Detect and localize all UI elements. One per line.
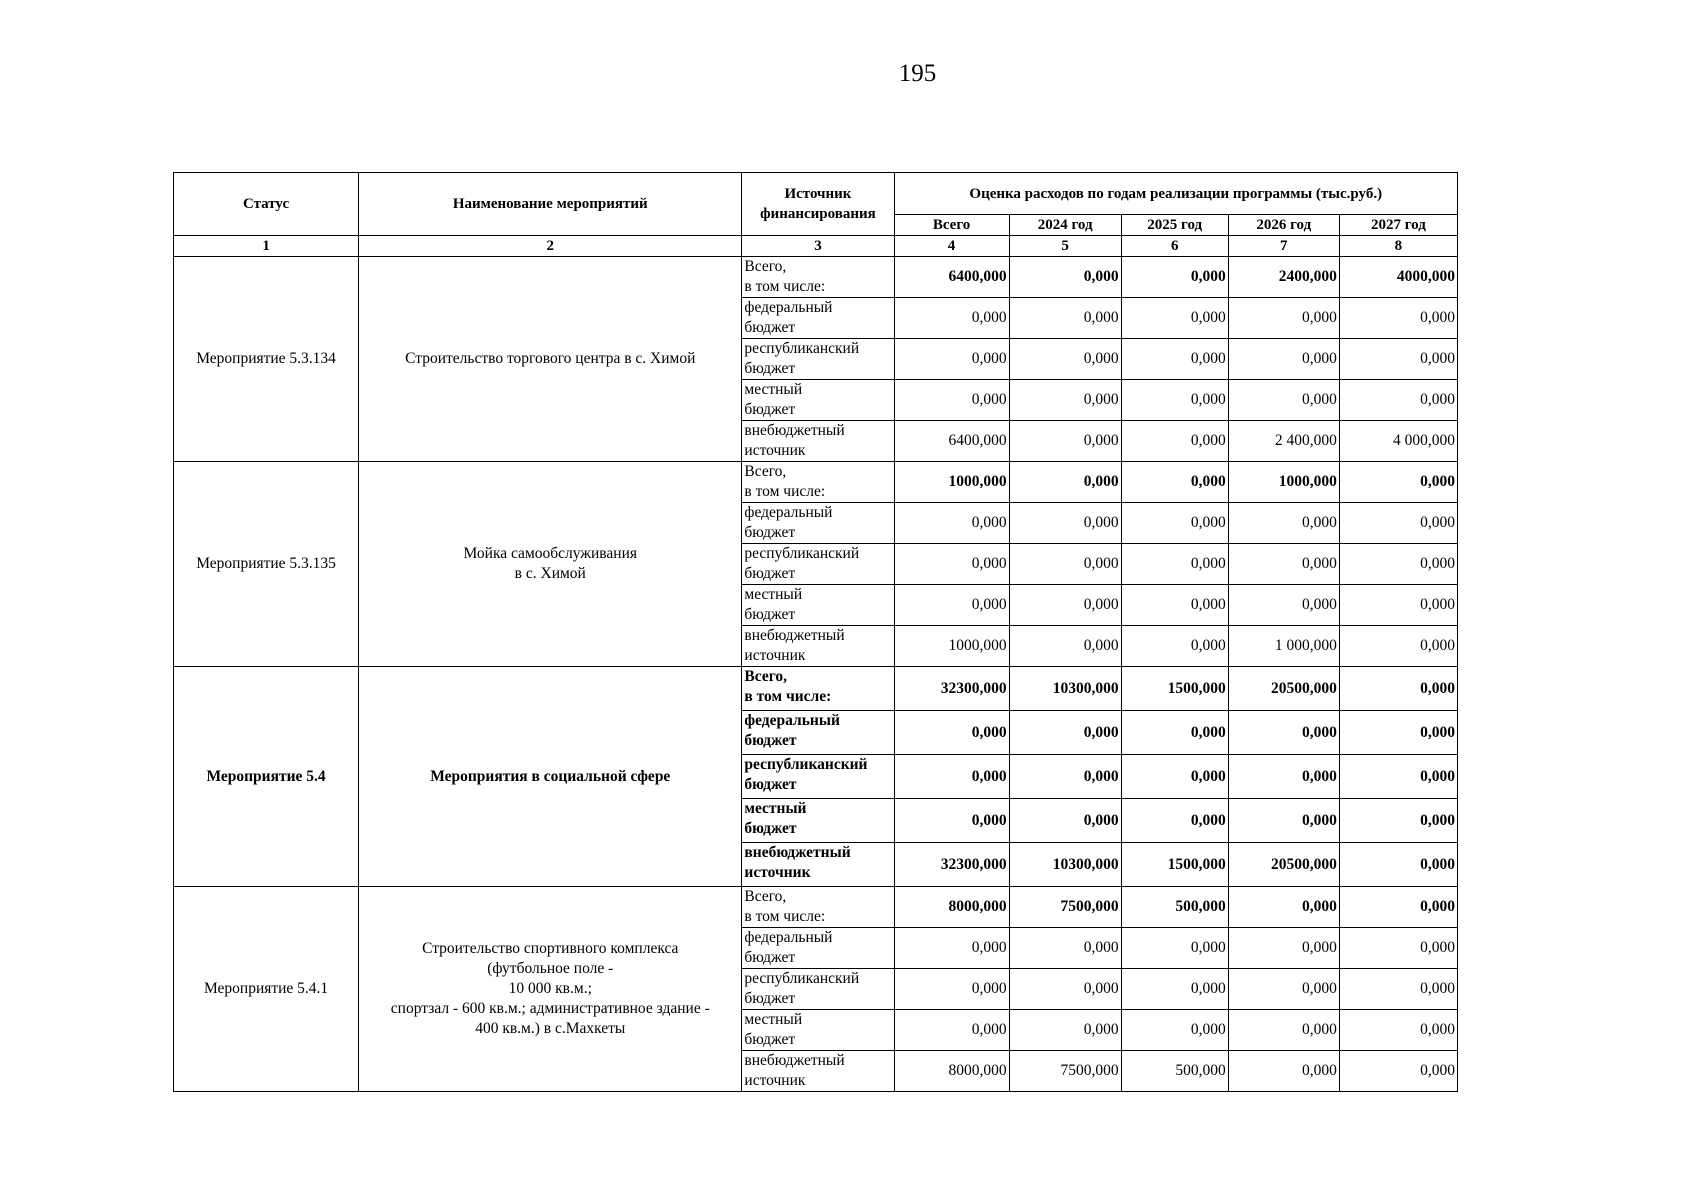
- amount-cell: 0,000: [1339, 626, 1457, 667]
- header-status: Статус: [174, 173, 359, 236]
- event-status: Мероприятие 5.3.135: [174, 462, 359, 667]
- amount-cell: 0,000: [1009, 711, 1121, 755]
- amount-cell: 4000,000: [1339, 257, 1457, 298]
- table-row: [174, 462, 1458, 503]
- amount-cell: 1000,000: [1228, 462, 1339, 503]
- amount-cell: 2400,000: [1228, 257, 1339, 298]
- funding-source: федеральный бюджет: [742, 711, 894, 755]
- amount-cell: 0,000: [1339, 298, 1457, 339]
- funding-source: внебюджетный источник: [742, 626, 894, 667]
- header-column-number: 7: [1228, 236, 1339, 257]
- amount-cell: 0,000: [1228, 887, 1339, 928]
- amount-cell: 0,000: [1009, 339, 1121, 380]
- header-estimate: Оценка расходов по годам реализации программы (тыс.руб.): [894, 173, 1457, 215]
- budget-table: [173, 172, 1458, 1092]
- table-row: [174, 667, 1458, 711]
- amount-cell: 0,000: [1228, 298, 1339, 339]
- amount-cell: 0,000: [1339, 843, 1457, 887]
- amount-cell: 0,000: [1009, 544, 1121, 585]
- amount-cell: 1000,000: [894, 626, 1009, 667]
- amount-cell: 0,000: [1121, 1010, 1228, 1051]
- amount-cell: 0,000: [1339, 339, 1457, 380]
- header-column-number: 3: [742, 236, 894, 257]
- amount-cell: 0,000: [1228, 503, 1339, 544]
- amount-cell: 32300,000: [894, 843, 1009, 887]
- amount-cell: 8000,000: [894, 887, 1009, 928]
- amount-cell: 10300,000: [1009, 843, 1121, 887]
- amount-cell: 32300,000: [894, 667, 1009, 711]
- funding-source: федеральный бюджет: [742, 298, 894, 339]
- event-name: Строительство торгового центра в с. Химой: [359, 257, 742, 462]
- amount-cell: 0,000: [1228, 1051, 1339, 1092]
- amount-cell: 0,000: [1009, 257, 1121, 298]
- amount-cell: 0,000: [1339, 969, 1457, 1010]
- amount-cell: 6400,000: [894, 257, 1009, 298]
- amount-cell: 0,000: [1228, 799, 1339, 843]
- funding-source: местный бюджет: [742, 380, 894, 421]
- amount-cell: 0,000: [1339, 1051, 1457, 1092]
- amount-cell: 1500,000: [1121, 667, 1228, 711]
- amount-cell: 20500,000: [1228, 843, 1339, 887]
- amount-cell: 0,000: [1121, 711, 1228, 755]
- amount-cell: 0,000: [1009, 380, 1121, 421]
- funding-source: республиканский бюджет: [742, 969, 894, 1010]
- amount-cell: 0,000: [1228, 380, 1339, 421]
- header-source: Источник финансирования: [742, 173, 894, 236]
- page-number: 195: [898, 60, 937, 87]
- amount-cell: 0,000: [1339, 462, 1457, 503]
- amount-cell: 0,000: [894, 755, 1009, 799]
- amount-cell: 0,000: [1009, 421, 1121, 462]
- amount-cell: 7500,000: [1009, 1051, 1121, 1092]
- amount-cell: 0,000: [1121, 928, 1228, 969]
- funding-source: Всего, в том числе:: [742, 462, 894, 503]
- amount-cell: 0,000: [894, 503, 1009, 544]
- amount-cell: 0,000: [1009, 626, 1121, 667]
- amount-cell: 1000,000: [894, 462, 1009, 503]
- amount-cell: 0,000: [1121, 298, 1228, 339]
- amount-cell: 0,000: [1009, 298, 1121, 339]
- header-column-number: 4: [894, 236, 1009, 257]
- funding-source: федеральный бюджет: [742, 503, 894, 544]
- amount-cell: 0,000: [1121, 380, 1228, 421]
- amount-cell: 0,000: [1009, 1010, 1121, 1051]
- amount-cell: 0,000: [894, 1010, 1009, 1051]
- header-column-number: 2: [359, 236, 742, 257]
- amount-cell: 0,000: [894, 380, 1009, 421]
- amount-cell: 0,000: [1339, 544, 1457, 585]
- amount-cell: 0,000: [1228, 711, 1339, 755]
- header-year: 2027 год: [1339, 215, 1457, 236]
- funding-source: Всего, в том числе:: [742, 257, 894, 298]
- funding-source: местный бюджет: [742, 585, 894, 626]
- amount-cell: 0,000: [1339, 380, 1457, 421]
- amount-cell: 0,000: [1228, 339, 1339, 380]
- amount-cell: 0,000: [1009, 755, 1121, 799]
- table-row: [174, 257, 1458, 298]
- amount-cell: 1 000,000: [1228, 626, 1339, 667]
- amount-cell: 0,000: [1121, 421, 1228, 462]
- funding-source: федеральный бюджет: [742, 928, 894, 969]
- amount-cell: 20500,000: [1228, 667, 1339, 711]
- amount-cell: 0,000: [1339, 928, 1457, 969]
- amount-cell: 0,000: [1339, 887, 1457, 928]
- amount-cell: 0,000: [1121, 257, 1228, 298]
- header-year: 2026 год: [1228, 215, 1339, 236]
- amount-cell: 0,000: [1339, 585, 1457, 626]
- header-year: 2025 год: [1121, 215, 1228, 236]
- amount-cell: 0,000: [1228, 755, 1339, 799]
- header-column-number: 5: [1009, 236, 1121, 257]
- funding-source: местный бюджет: [742, 1010, 894, 1051]
- event-name: Мойка самообслуживания в с. Химой: [359, 462, 742, 667]
- header-column-number: 1: [174, 236, 359, 257]
- amount-cell: 6400,000: [894, 421, 1009, 462]
- amount-cell: 0,000: [894, 799, 1009, 843]
- amount-cell: 500,000: [1121, 887, 1228, 928]
- amount-cell: 0,000: [1121, 462, 1228, 503]
- amount-cell: 0,000: [894, 585, 1009, 626]
- funding-source: республиканский бюджет: [742, 544, 894, 585]
- header-year: Всего: [894, 215, 1009, 236]
- amount-cell: 2 400,000: [1228, 421, 1339, 462]
- event-status: Мероприятие 5.4.1: [174, 887, 359, 1092]
- amount-cell: 0,000: [894, 298, 1009, 339]
- amount-cell: 0,000: [894, 969, 1009, 1010]
- amount-cell: 0,000: [1228, 544, 1339, 585]
- funding-source: республиканский бюджет: [742, 755, 894, 799]
- header-column-number: 8: [1339, 236, 1457, 257]
- amount-cell: 0,000: [1121, 626, 1228, 667]
- funding-source: Всего, в том числе:: [742, 887, 894, 928]
- amount-cell: 0,000: [1121, 969, 1228, 1010]
- header-year: 2024 год: [1009, 215, 1121, 236]
- amount-cell: 0,000: [1339, 711, 1457, 755]
- funding-source: внебюджетный источник: [742, 843, 894, 887]
- amount-cell: 0,000: [1009, 462, 1121, 503]
- amount-cell: 0,000: [894, 339, 1009, 380]
- funding-source: местный бюджет: [742, 799, 894, 843]
- amount-cell: 8000,000: [894, 1051, 1009, 1092]
- amount-cell: 0,000: [1121, 585, 1228, 626]
- table-row: [174, 887, 1458, 928]
- amount-cell: 0,000: [1121, 339, 1228, 380]
- event-name: Строительство спортивного комплекса (футбольное поле - 10 000 кв.м.; спортзал - 600 кв.м.; административное здание - 400 кв.м.) в с.Махкеты: [359, 887, 742, 1092]
- amount-cell: 0,000: [1121, 544, 1228, 585]
- amount-cell: 0,000: [894, 544, 1009, 585]
- event-status: Мероприятие 5.4: [174, 667, 359, 887]
- amount-cell: 10300,000: [1009, 667, 1121, 711]
- amount-cell: 0,000: [1228, 969, 1339, 1010]
- header-column-number: 6: [1121, 236, 1228, 257]
- amount-cell: 0,000: [1339, 667, 1457, 711]
- amount-cell: 0,000: [894, 928, 1009, 969]
- amount-cell: 0,000: [1121, 503, 1228, 544]
- amount-cell: 0,000: [1228, 928, 1339, 969]
- amount-cell: 0,000: [894, 711, 1009, 755]
- amount-cell: 0,000: [1009, 585, 1121, 626]
- event-status: Мероприятие 5.3.134: [174, 257, 359, 462]
- amount-cell: 0,000: [1121, 799, 1228, 843]
- funding-source: внебюджетный источник: [742, 1051, 894, 1092]
- funding-source: внебюджетный источник: [742, 421, 894, 462]
- amount-cell: 4 000,000: [1339, 421, 1457, 462]
- amount-cell: 0,000: [1009, 503, 1121, 544]
- amount-cell: 1500,000: [1121, 843, 1228, 887]
- amount-cell: 0,000: [1339, 1010, 1457, 1051]
- amount-cell: 7500,000: [1009, 887, 1121, 928]
- amount-cell: 0,000: [1228, 1010, 1339, 1051]
- amount-cell: 0,000: [1009, 799, 1121, 843]
- amount-cell: 0,000: [1121, 755, 1228, 799]
- amount-cell: 0,000: [1009, 928, 1121, 969]
- amount-cell: 500,000: [1121, 1051, 1228, 1092]
- amount-cell: 0,000: [1009, 969, 1121, 1010]
- header-name: Наименование мероприятий: [359, 173, 742, 236]
- funding-source: республиканский бюджет: [742, 339, 894, 380]
- amount-cell: 0,000: [1339, 503, 1457, 544]
- amount-cell: 0,000: [1339, 755, 1457, 799]
- amount-cell: 0,000: [1339, 799, 1457, 843]
- funding-source: Всего, в том числе:: [742, 667, 894, 711]
- amount-cell: 0,000: [1228, 585, 1339, 626]
- event-name: Мероприятия в социальной сфере: [359, 667, 742, 887]
